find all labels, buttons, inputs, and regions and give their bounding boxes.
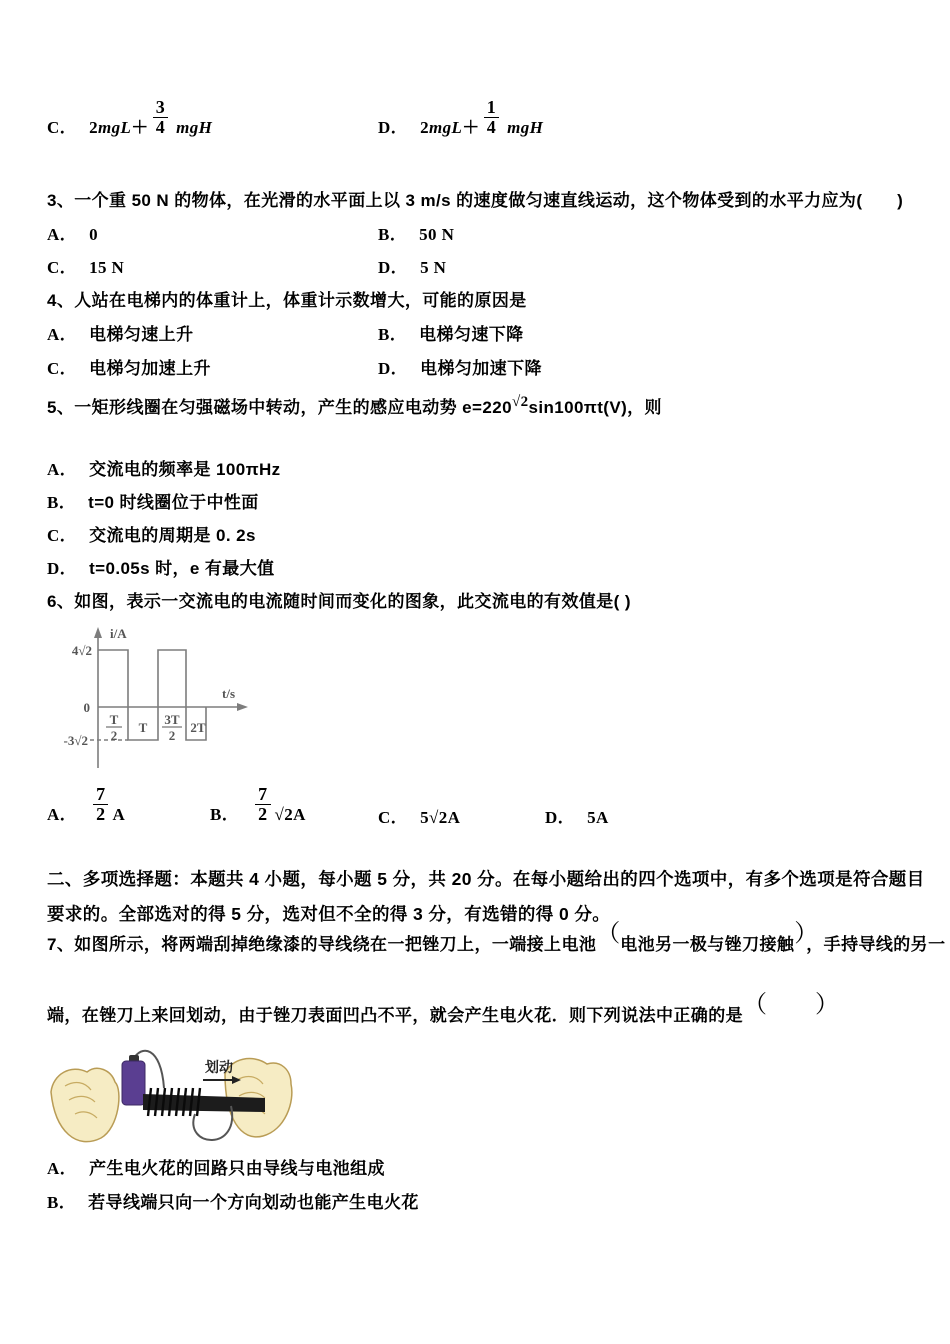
battery-icon (122, 1061, 145, 1105)
option-text: 5 N (420, 258, 447, 277)
question3-text: 3、一个重 50 N 的物体，在光滑的水平面上以 3 m/s 的速度做匀速直线运动，这个物体受到的水平力应为( ) (47, 191, 904, 210)
option-text: t=0.05s 时，e 有最大值 (89, 559, 275, 578)
fraction: $\frac{1}{4}$ (484, 98, 499, 137)
x-tick-3T2-num: 3T (164, 712, 180, 727)
question6-current-graph (36, 622, 326, 772)
question2-option-d (378, 98, 543, 138)
question3-option-b: B． 50 N (378, 225, 455, 244)
question4-option-a: A． 电梯匀速上升 (47, 325, 194, 344)
option-text: 交流电的周期是 0. 2s (89, 526, 256, 545)
question-text-post: sin100πt(V)，则 (528, 398, 662, 417)
question5-option-c: C． 交流电的周期是 0. 2s (47, 526, 256, 545)
question7-text-line2 (47, 992, 839, 1029)
question4-option-c: C． 电梯匀加速上升 (47, 359, 211, 378)
option-text: √2A (274, 804, 306, 824)
x-tick-T: T (138, 720, 148, 735)
question3-option-d: D． 5 N (378, 258, 447, 277)
option-math-coef: 2 (420, 117, 429, 137)
option-text: A (112, 804, 126, 824)
option-math-coef: 2 (89, 117, 98, 137)
option-text: 电梯匀加速下降 (420, 359, 542, 378)
slide-label: 划动 (205, 1059, 233, 1075)
option-math-post: mgH (176, 117, 213, 137)
question2-option-c (47, 98, 212, 138)
y-tick-zero: 0 (83, 700, 90, 715)
x-tick-3T2-den: 2 (168, 728, 176, 743)
question4-option-d: D． 电梯匀加速下降 (378, 359, 542, 378)
section2-header: 二、多项选择题：本题共 4 小题，每小题 5 分，共 20 分。在每小题给出的四个选项中，有多个选项是符合题目要求的。全部选对的得 5 分，选对但不全的得 3 分，有选错的得 0 分。 (47, 869, 925, 924)
question5-option-b: B． t=0 时线圈位于中性面 (47, 493, 259, 512)
question6-option-c: C． 5√2A (378, 808, 461, 827)
option-math-vars: mgL (97, 117, 132, 137)
option-text: 若导线端只向一个方向划动也能产生电火花 (88, 1193, 419, 1212)
question7-option-b: B． 若导线端只向一个方向划动也能产生电火花 (47, 1193, 419, 1212)
question7-option-a: A． 产生电火花的回路只由导线与电池组成 (47, 1159, 385, 1178)
option-math-vars: mgL (428, 117, 463, 137)
option-text: t=0 时线圈位于中性面 (88, 493, 259, 512)
option-text: 电梯匀速下降 (419, 325, 524, 344)
y-axis-arrow (94, 627, 102, 638)
open-paren: （ (596, 921, 621, 947)
fraction: $\frac{7}{2}$ (93, 785, 108, 824)
option-text: 5√2A (420, 808, 461, 827)
option-text: 交流电的频率是 100πHz (89, 460, 281, 479)
plus-sign: ＋ (462, 117, 480, 137)
x-axis-arrow (237, 703, 248, 711)
option-text: 50 N (419, 225, 455, 244)
question5-text (47, 394, 662, 419)
question7-figure (45, 1040, 295, 1152)
close-paren: ） (794, 921, 807, 947)
option-text: 电梯匀加速上升 (89, 359, 211, 378)
question-text-post: ，手持导线的另一 (806, 935, 946, 954)
option-text: 电梯匀速上升 (89, 325, 194, 344)
x-tick-halfT-num: T (109, 712, 119, 727)
option-text: 15 N (89, 258, 125, 277)
x-axis-label: t/s (222, 686, 235, 701)
question6-option-a: A． $\frac{7}{2}$ A (47, 784, 126, 824)
option-label: C． (47, 117, 78, 137)
option-math-post: mgH (507, 117, 544, 137)
question6-text: 6、如图，表示一交流电的电流随时间而变化的图象，此交流电的有效值是( ) (47, 592, 631, 611)
question7-text-line1 (47, 921, 946, 958)
paren-inner-text: 电池另一极与锉刀接触 (620, 935, 795, 954)
option-label: D． (378, 117, 409, 137)
question5-option-d: D． t=0.05s 时，e 有最大值 (47, 559, 275, 578)
option-text: 5A (587, 808, 609, 827)
question6-option-b: B． $\frac{7}{2}$ √2A (210, 784, 306, 824)
option-text: 产生电火花的回路只由导线与电池组成 (89, 1159, 385, 1178)
x-tick-2T: 2T (190, 720, 206, 735)
question3-option-a: A． 0 (47, 225, 98, 244)
fraction: $\frac{3}{4}$ (153, 98, 168, 137)
option-text: 0 (89, 225, 98, 244)
question4-option-b: B． 电梯匀速下降 (378, 325, 524, 344)
plus-sign: ＋ (131, 117, 149, 137)
x-tick-halfT-den: 2 (110, 728, 118, 743)
question5-option-a: A． 交流电的频率是 100πHz (47, 460, 281, 479)
question6-option-d: D． 5A (545, 808, 609, 827)
y-tick-top: 4√2 (71, 643, 92, 658)
question-text: 端，在锉刀上来回划动，由于锉刀表面凹凸不平，就会产生电火花．则下列说法中正确的是 (47, 1006, 743, 1025)
question-text-pre: 5、一矩形线圈在匀强磁场中转动，产生的感应电动势 e=220 (47, 398, 512, 417)
question-text-pre: 7、如图所示，将两端刮掉绝缘漆的导线绕在一把锉刀上，一端接上电池 (47, 935, 597, 954)
y-tick-bottom: -3√2 (63, 733, 88, 748)
fraction: $\frac{7}{2}$ (255, 785, 270, 824)
left-hand (51, 1068, 119, 1141)
answer-parens: （ ） (743, 992, 839, 1018)
y-axis-label: i/A (110, 626, 127, 641)
question3-option-c: C． 15 N (47, 258, 125, 277)
question4-text: 4、人站在电梯内的体重计上，体重计示数增大，可能的原因是 (47, 291, 527, 310)
sqrt2-radical: √2 (511, 394, 529, 410)
